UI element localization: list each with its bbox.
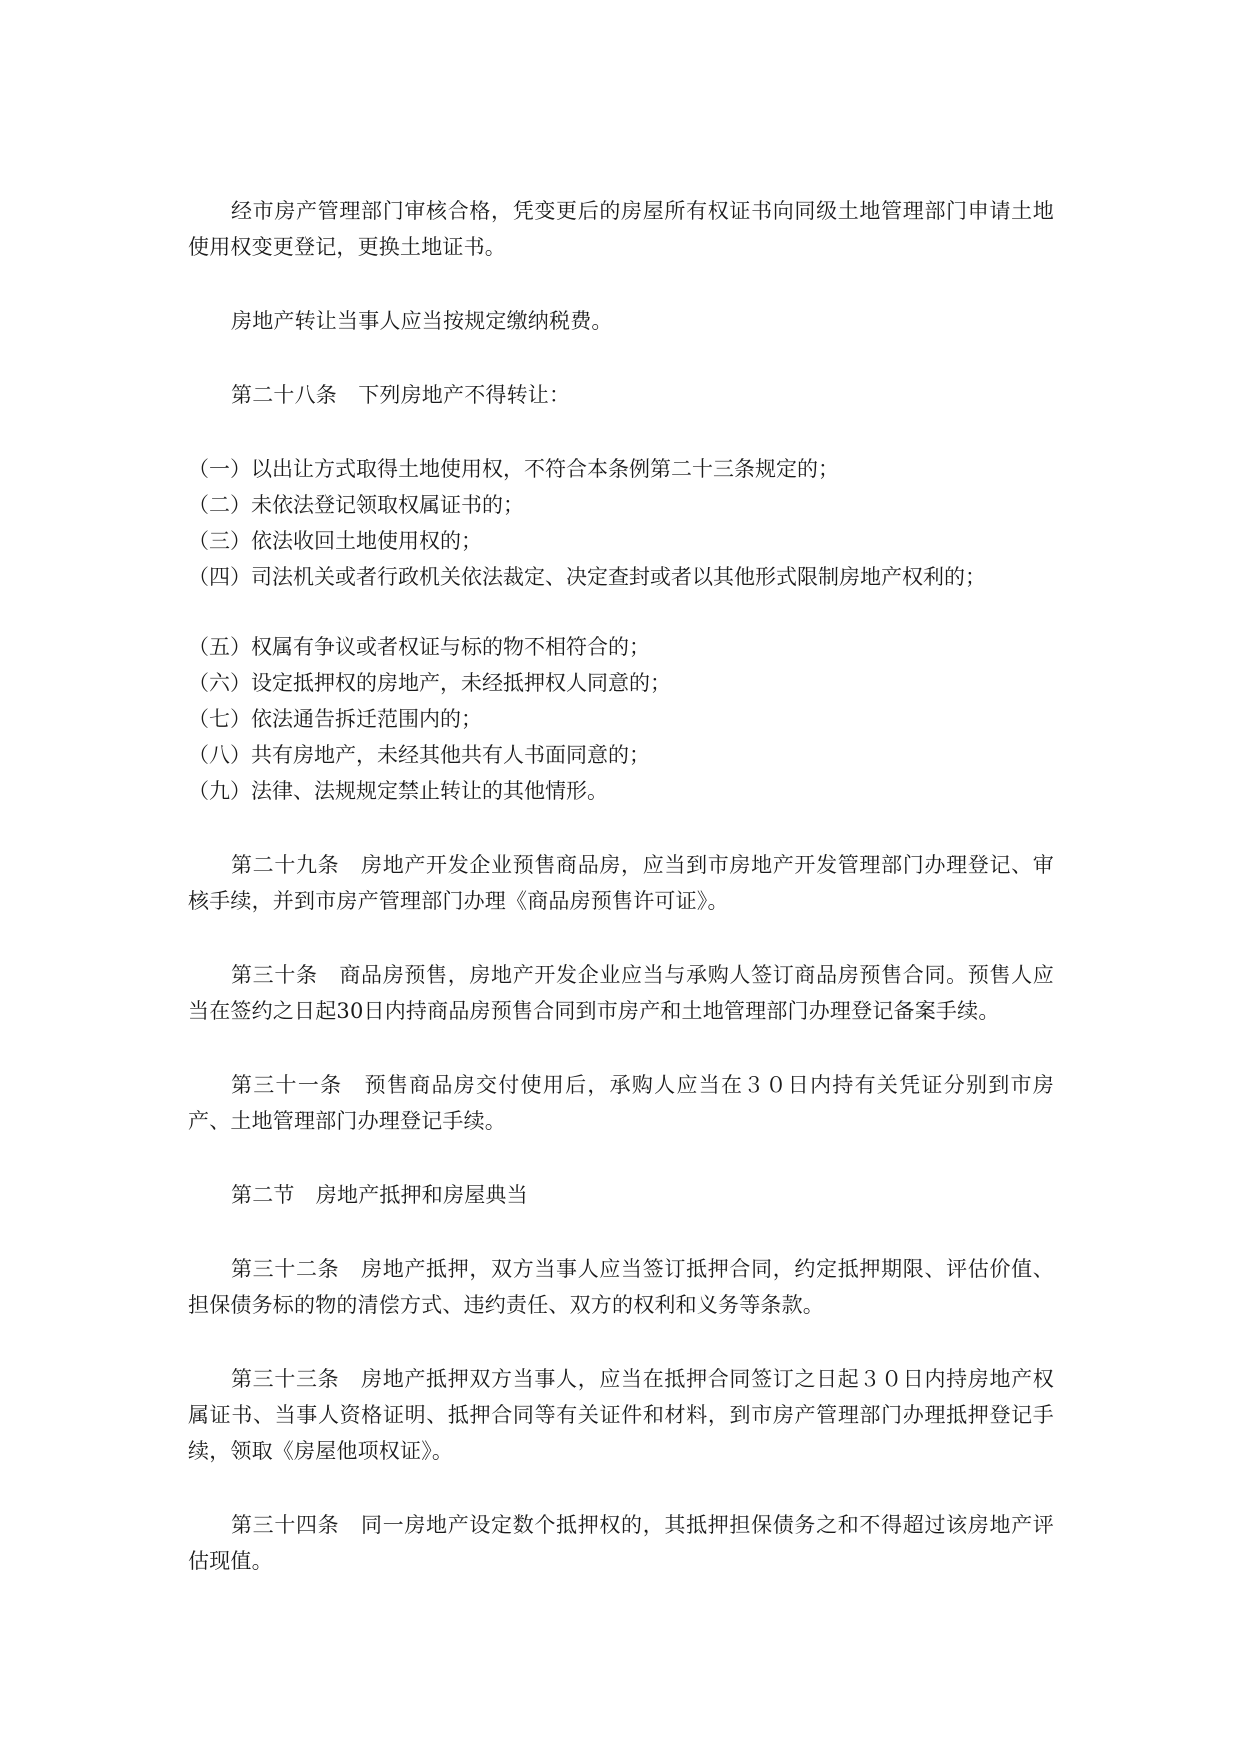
article-34: 第三十四条 同一房地产设定数个抵押权的，其抵押担保债务之和不得超过该房地产评估现值。 bbox=[188, 1513, 1054, 1573]
list-item: （六）设定抵押权的房地产，未经抵押权人同意的； bbox=[188, 671, 671, 695]
article-33: 第三十三条 房地产抵押双方当事人，应当在抵押合同签订之日起３０日内持房地产权属证书、当事人资格证明、抵押合同等有关证件和材料，到市房产管理部门办理抵押登记手续，领取《房屋他项权证》。 bbox=[188, 1367, 1054, 1463]
section-2-heading: 第二节 房地产抵押和房屋典当 bbox=[231, 1183, 528, 1207]
article-30: 第三十条 商品房预售，房地产开发企业应当与承购人签订商品房预售合同。预售人应当在签约之日起30日内持商品房预售合同到市房产和土地管理部门办理登记备案手续。 bbox=[188, 963, 1054, 1023]
list-item: （八）共有房地产，未经其他共有人书面同意的； bbox=[188, 743, 650, 767]
article-32: 第三十二条 房地产抵押，双方当事人应当签订抵押合同，约定抵押期限、评估价值、担保债务标的物的清偿方式、违约责任、双方的权利和义务等条款。 bbox=[188, 1257, 1054, 1317]
list-item: （五）权属有争议或者权证与标的物不相符合的； bbox=[188, 635, 650, 659]
paragraph-transfer-taxes: 房地产转让当事人应当按规定缴纳税费。 bbox=[231, 309, 613, 333]
article-31: 第三十一条 预售商品房交付使用后，承购人应当在３０日内持有关凭证分别到市房产、土地管理部门办理登记手续。 bbox=[188, 1073, 1054, 1133]
article-28-heading: 第二十八条 下列房地产不得转让： bbox=[231, 383, 571, 407]
list-item: （四）司法机关或者行政机关依法裁定、决定查封或者以其他形式限制房地产权利的； bbox=[188, 565, 986, 589]
list-item: （二）未依法登记领取权属证书的； bbox=[188, 493, 524, 517]
document-page bbox=[188, 193, 1054, 1579]
article-28-list bbox=[188, 451, 1054, 809]
list-item: （一）以出让方式取得土地使用权，不符合本条例第二十三条规定的； bbox=[188, 457, 839, 481]
paragraph-land-certificate-change: 经市房产管理部门审核合格，凭变更后的房屋所有权证书向同级土地管理部门申请土地使用权变更登记，更换土地证书。 bbox=[188, 199, 1054, 259]
list-item: （七）依法通告拆迁范围内的； bbox=[188, 707, 482, 731]
article-29: 第二十九条 房地产开发企业预售商品房，应当到市房地产开发管理部门办理登记、审核手续，并到市房产管理部门办理《商品房预售许可证》。 bbox=[188, 853, 1054, 913]
list-item: （三）依法收回土地使用权的； bbox=[188, 529, 482, 553]
list-item: （九）法律、法规规定禁止转让的其他情形。 bbox=[188, 779, 608, 803]
